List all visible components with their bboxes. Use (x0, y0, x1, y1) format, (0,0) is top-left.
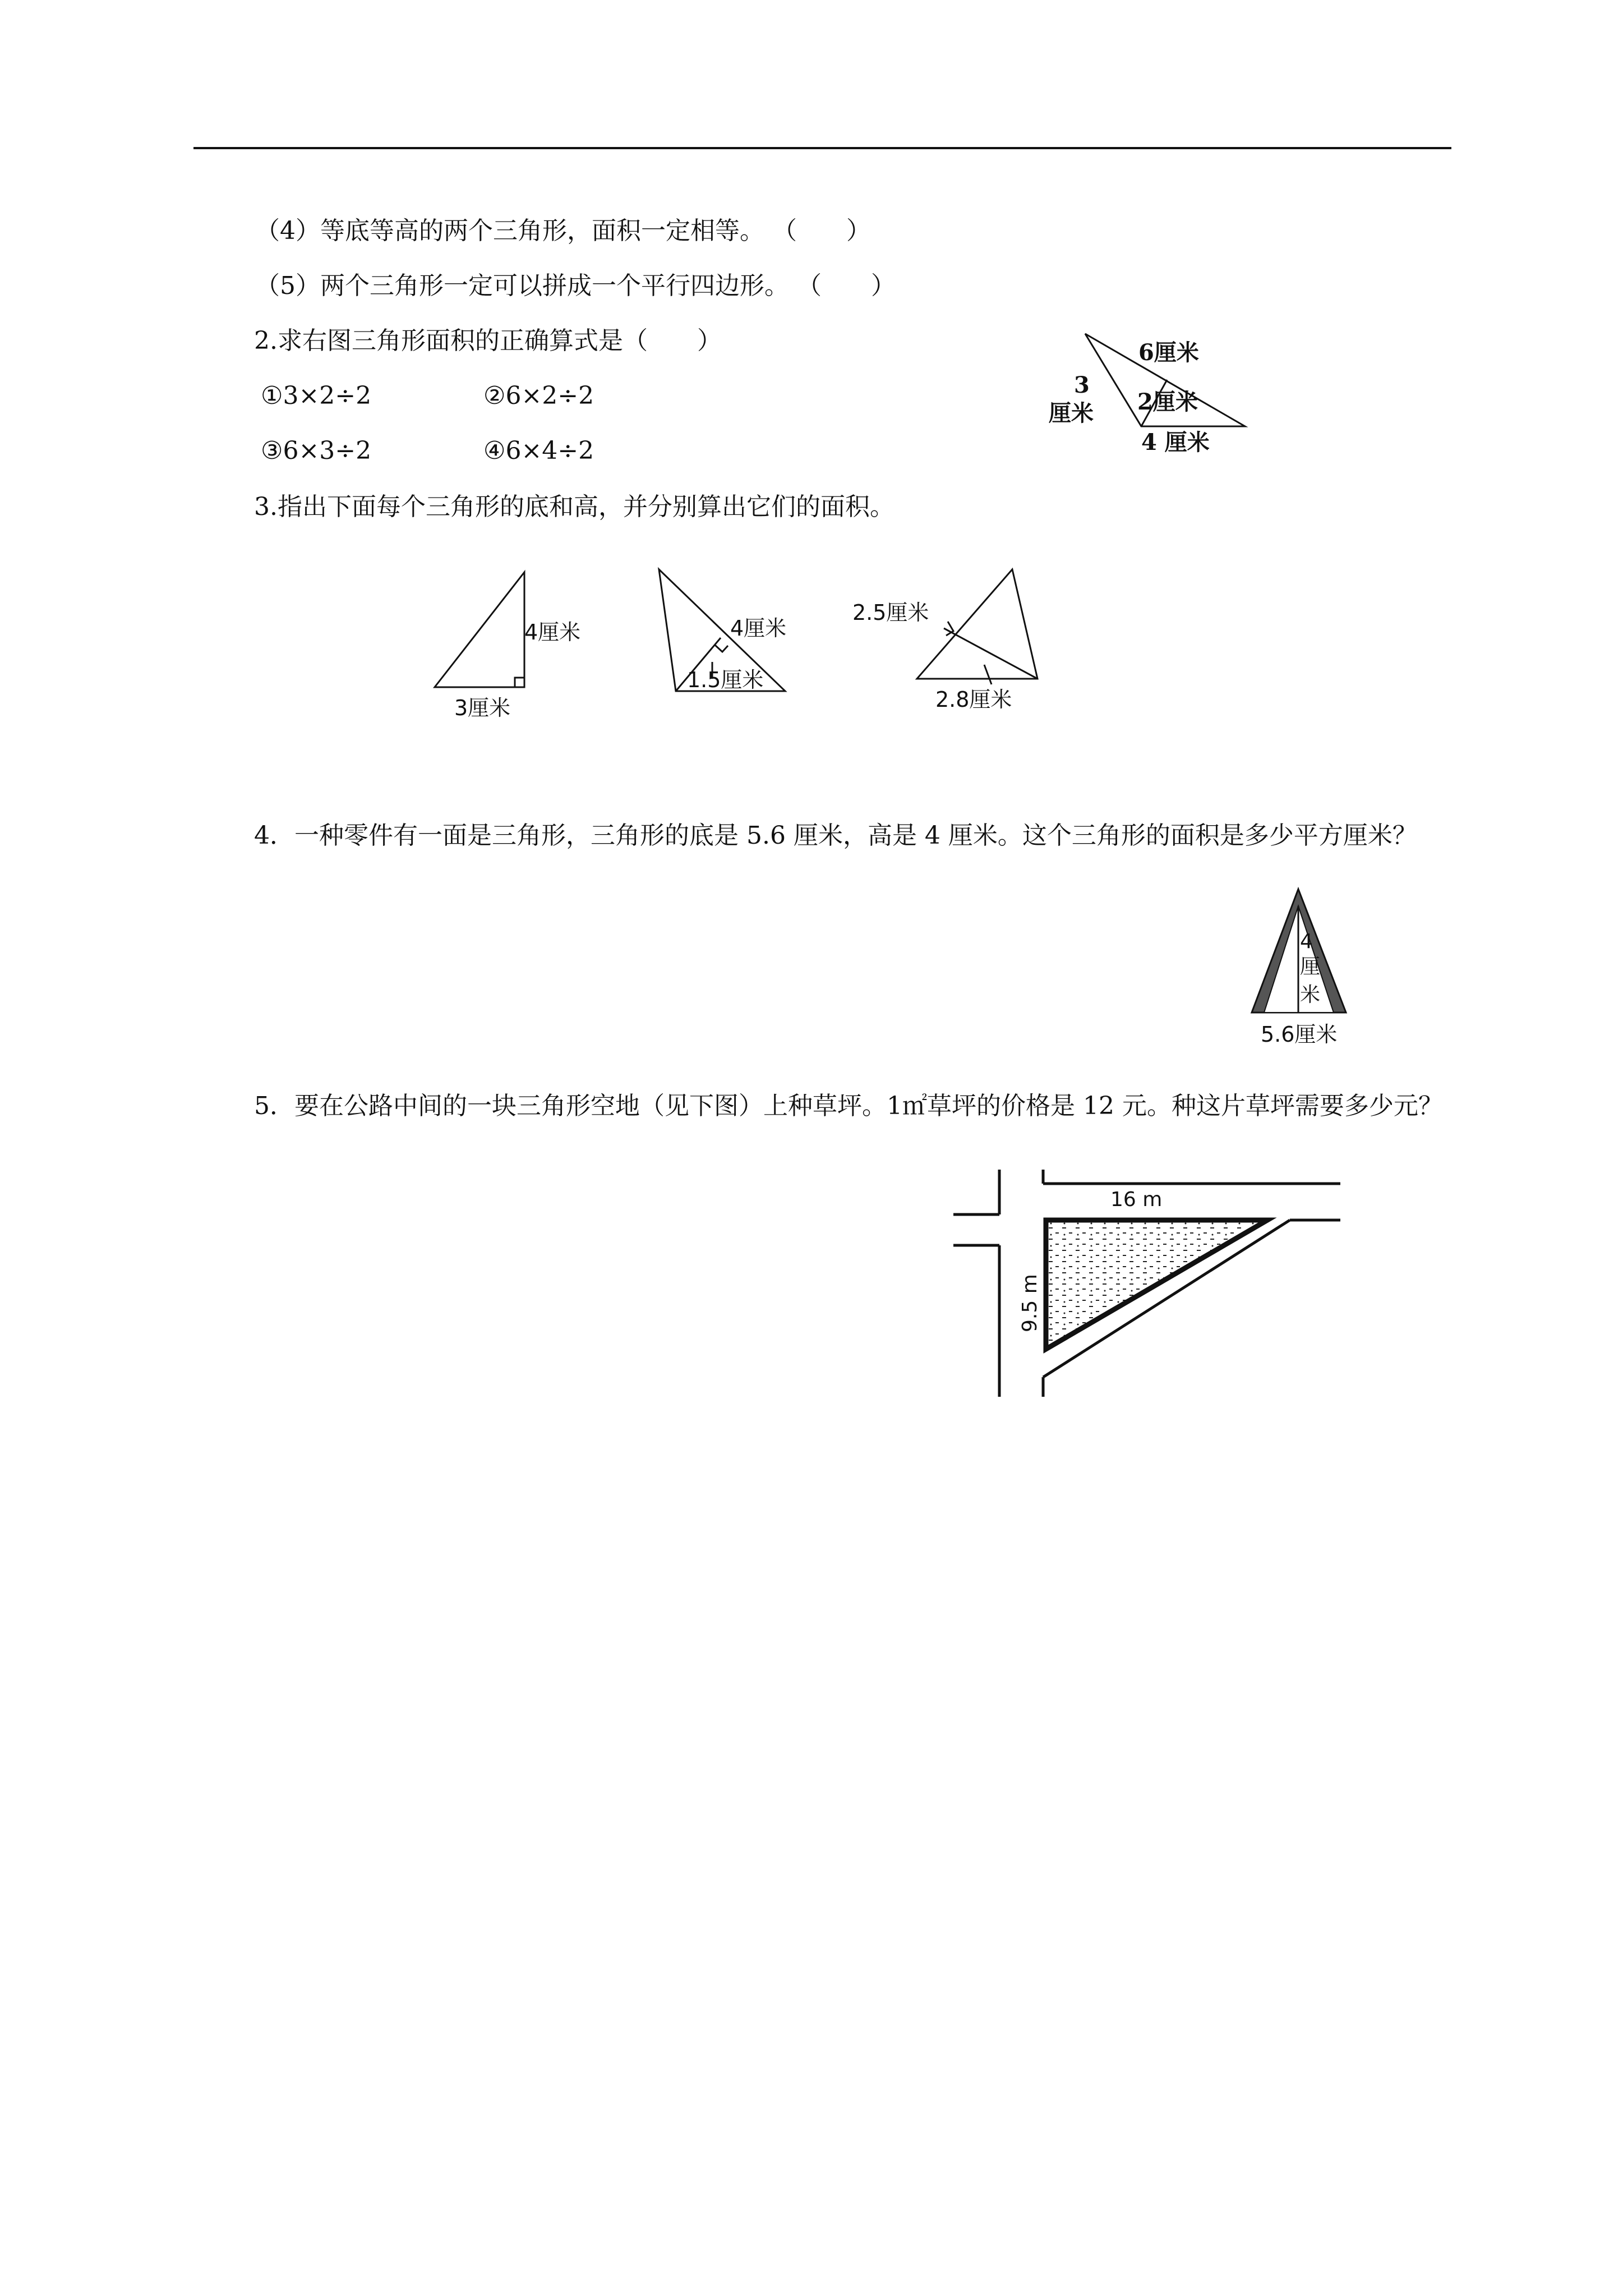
q3c-height-line (944, 628, 1038, 679)
q1-item-4: （4）等底等高的两个三角形，面积一定相等。 （ ） (255, 217, 871, 245)
q3c-triangle-shape (917, 569, 1038, 679)
q3a-label-height: 4厘米 (524, 620, 581, 645)
q3c-label-base: 2.8厘米 (935, 687, 1012, 712)
q2-stem: 2.求右图三角形面积的正确算式是（ ） (254, 326, 722, 355)
q2-option-1: ①3×2÷2 (261, 381, 372, 410)
q2-option-3: ③6×3÷2 (261, 436, 372, 465)
q5-label-base: 16 m (1110, 1188, 1163, 1211)
q2-label-left-num: 3 (1074, 372, 1090, 398)
q4-label-height-unit2: 米 (1300, 983, 1321, 1006)
q5-road-figure (953, 1170, 1346, 1411)
q4-label-height-num: 4 (1300, 930, 1313, 953)
q3b-label-height: 1.5厘米 (687, 668, 764, 692)
q3-stem: 3.指出下面每个三角形的底和高，并分别算出它们的面积。 (254, 493, 895, 521)
q4-part-figure (1245, 889, 1357, 1057)
q4-label-base: 5.6厘米 (1261, 1022, 1338, 1047)
q2-label-height: 2厘米 (1137, 389, 1198, 415)
q3-figure-b (656, 567, 802, 701)
q2-option-2: ②6×2÷2 (483, 381, 594, 410)
q2-label-top: 6厘米 (1138, 339, 1199, 366)
q3-figure-c (852, 567, 1043, 724)
q5-lawn-triangle (1046, 1220, 1267, 1349)
q1-item-5: （5）两个三角形一定可以拼成一个平行四边形。 （ ） (255, 272, 896, 300)
q4-text: 4．一种零件有一面是三角形，三角形的底是 5.6 厘米，高是 4 厘米。这个三角形的面积是多少平方厘米？ (254, 821, 1417, 850)
q3a-label-base: 3厘米 (454, 696, 511, 720)
q3b-label-side: 4厘米 (730, 616, 787, 641)
q5-text: 5．要在公路中间的一块三角形空地（见下图）上种草坪。1㎡草坪的价格是 12 元。种这片草坪需要多少元？ (254, 1092, 1443, 1120)
q3b-right-angle-mark (715, 645, 728, 652)
q3a-right-angle-mark (515, 678, 524, 687)
q2-label-left-unit: 厘米 (1049, 400, 1094, 426)
q3c-label-height: 2.5厘米 (852, 600, 929, 625)
q5-label-height: 9.5 m (1018, 1274, 1041, 1332)
q3-figure-a (432, 567, 581, 735)
q3a-triangle-shape (435, 572, 524, 687)
q4-label-height-unit1: 厘 (1300, 955, 1321, 978)
q2-label-base: 4 厘米 (1141, 429, 1210, 455)
header-rule (193, 147, 1451, 149)
q3c-tick (984, 665, 992, 684)
q2-option-4: ④6×4÷2 (483, 436, 594, 465)
q2-triangle-figure (1049, 325, 1256, 460)
